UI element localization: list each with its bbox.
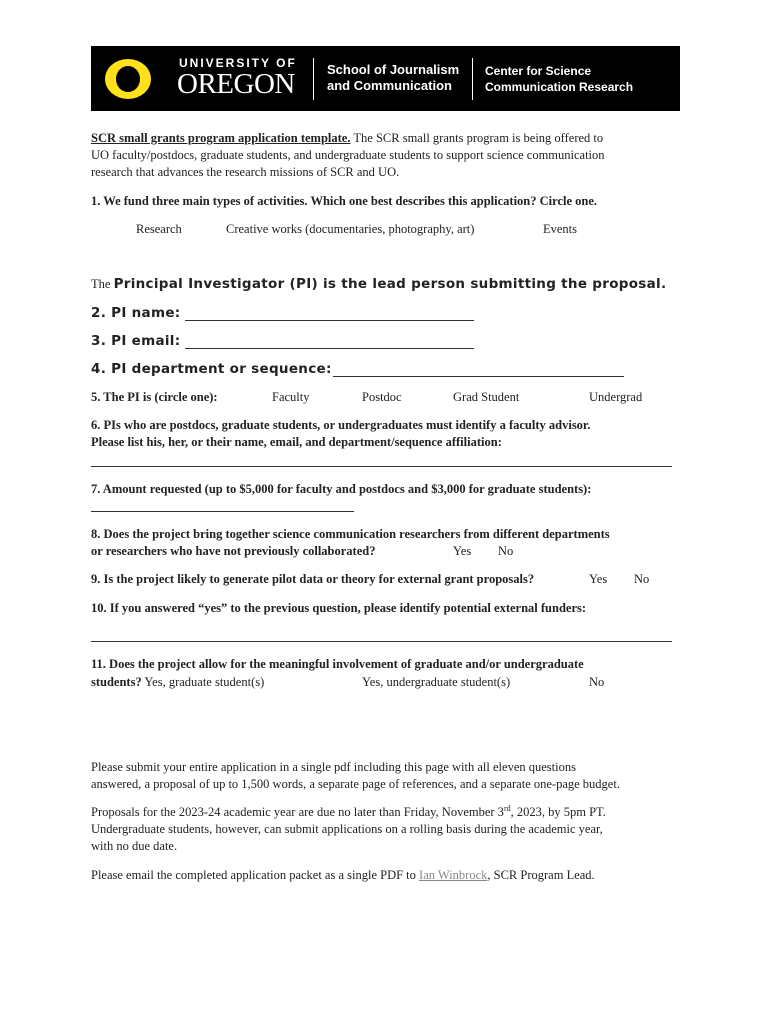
question-11-line-2 <box>91 674 264 691</box>
question-1: 1. We fund three main types of activities. Which one best describes this application? Circle one. <box>91 194 598 208</box>
q3-pi-email-label: 3. PI email: <box>91 333 181 349</box>
q5-option-grad-student[interactable]: Grad Student <box>453 390 520 404</box>
intro-line-1 <box>91 130 603 147</box>
q5-option-undergrad[interactable]: Undergrad <box>589 390 643 404</box>
school-name <box>327 62 459 94</box>
question-7: 7. Amount requested (up to $5,000 for faculty and postdocs and $3,000 for graduate students): <box>91 482 592 496</box>
deadline-text-end: , 2023, by 5pm PT. <box>510 805 606 819</box>
q2-pi-name-label: 2. PI name: <box>91 305 181 321</box>
email-instructions-text: Please email the completed application packet as a single PDF to <box>91 868 420 882</box>
pi-email-field[interactable] <box>185 348 474 349</box>
center-line-2: Communication Research <box>485 80 634 94</box>
q9-option-yes[interactable]: Yes <box>589 572 608 586</box>
deadline-line-3: with no due date. <box>91 839 178 853</box>
intro-line-2: UO faculty/postdocs, graduate students, and undergraduate students to support science communication <box>91 148 605 162</box>
pi-department-field[interactable] <box>333 376 624 377</box>
deadline-line-2: Undergraduate students, however, can submit applications on a rolling basis during the academic year, <box>91 822 603 836</box>
q5-option-faculty[interactable]: Faculty <box>272 390 310 404</box>
question-11-line-1: 11. Does the project allow for the meaningful involvement of graduate and/or undergraduate <box>91 657 584 671</box>
q4-pi-department-label: 4. PI department or sequence: <box>91 361 332 377</box>
intro-line-3: research that advances the research missions of SCR and UO. <box>91 165 400 179</box>
pi-statement-line <box>91 276 666 293</box>
pi-statement-prefix: The <box>91 277 114 291</box>
oregon-wordmark: OREGON <box>177 68 295 100</box>
question-8-line-1: 8. Does the project bring together science communication researchers from different departments <box>91 527 610 541</box>
q5-option-postdoc[interactable]: Postdoc <box>362 390 402 404</box>
q1-option-events[interactable]: Events <box>543 222 578 236</box>
question-9: 9. Is the project likely to generate pilot data or theory for external grant proposals? <box>91 572 535 586</box>
question-5: 5. The PI is (circle one): <box>91 390 218 404</box>
email-instructions-end: , SCR Program Lead. <box>487 868 595 882</box>
q11-option-undergraduate[interactable]: Yes, undergraduate student(s) <box>362 675 511 689</box>
intro-title: SCR small grants program application template. <box>91 131 351 145</box>
header-banner <box>91 46 680 111</box>
q11-option-no[interactable]: No <box>589 675 605 689</box>
uo-o-logo-icon <box>104 58 152 100</box>
school-line-2: and Communication <box>327 78 452 93</box>
q8-option-yes[interactable]: Yes <box>453 544 472 558</box>
amount-requested-field[interactable] <box>91 511 354 512</box>
center-name <box>485 63 633 95</box>
question-11-students: students? <box>91 675 142 689</box>
q8-option-no[interactable]: No <box>498 544 514 558</box>
question-10: 10. If you answered “yes” to the previous question, please identify potential external funders: <box>91 601 587 615</box>
external-funders-field[interactable] <box>91 641 672 642</box>
question-6-line-1: 6. PIs who are postdocs, graduate students, or undergraduates must identify a faculty advisor. <box>91 418 591 432</box>
banner-divider <box>313 58 314 100</box>
email-instructions <box>91 867 595 884</box>
q9-option-no[interactable]: No <box>634 572 650 586</box>
deadline-line-1 <box>91 804 606 821</box>
banner-divider <box>472 58 473 100</box>
university-of-text: UNIVERSITY OF <box>179 56 297 70</box>
submission-instructions-line-2: answered, a proposal of up to 1,500 words, a separate page of references, and a separate one-page budget. <box>91 777 620 791</box>
deadline-text: Proposals for the 2023-24 academic year are due no later than Friday, November 3 <box>91 805 504 819</box>
pi-statement: Principal Investigator (PI) is the lead person submitting the proposal. <box>113 276 667 292</box>
q1-option-research[interactable]: Research <box>136 222 182 236</box>
q11-option-graduate[interactable]: Yes, graduate student(s) <box>141 675 265 689</box>
q1-option-creative-works[interactable]: Creative works (documentaries, photography, art) <box>226 222 475 236</box>
deadline-ordinal: rd <box>503 803 511 813</box>
faculty-advisor-field[interactable] <box>91 466 672 467</box>
pi-name-field[interactable] <box>185 320 474 321</box>
center-line-1: Center for Science <box>485 64 592 78</box>
question-6-line-2: Please list his, her, or their name, email, and department/sequence affiliation: <box>91 435 502 449</box>
question-8-line-2: or researchers who have not previously collaborated? <box>91 544 376 558</box>
ian-winbrock-link[interactable]: Ian Winbrock <box>419 868 488 882</box>
intro-text: The SCR small grants program is being offered to <box>350 131 604 145</box>
submission-instructions-line-1: Please submit your entire application in a single pdf including this page with all eleven questions <box>91 760 576 774</box>
school-line-1: School of Journalism <box>327 62 460 77</box>
